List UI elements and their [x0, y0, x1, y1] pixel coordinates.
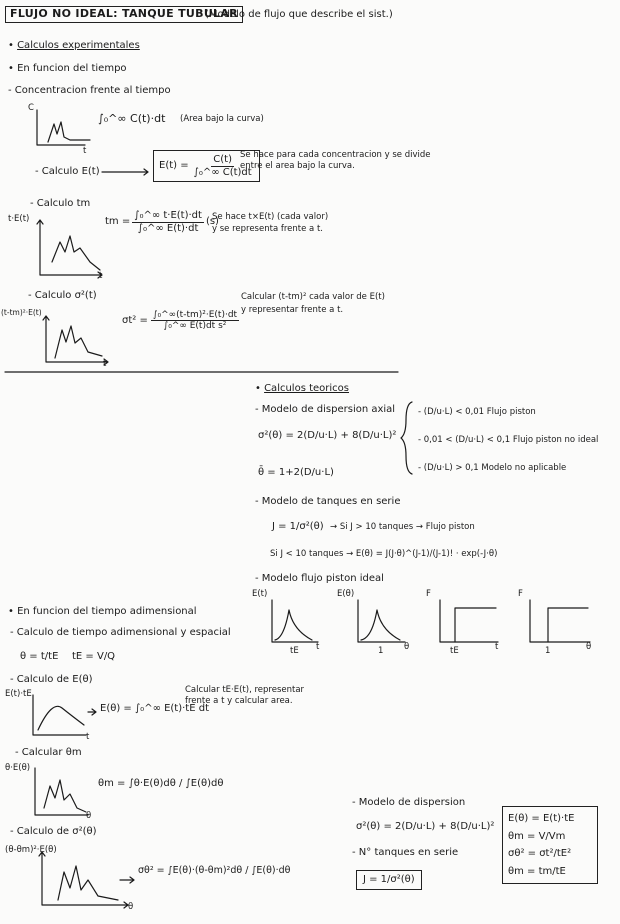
sigma-theta-label: - Calculo de σ²(θ): [10, 826, 97, 837]
tm-axis-label: t·E(t): [8, 214, 30, 224]
plot-sigma: [43, 316, 108, 365]
page-title: FLUJO NO IDEAL: TANQUE TUBULAR: [5, 6, 243, 23]
plot1-xlabel: t: [316, 642, 320, 652]
plot2-ylabel: E(θ): [337, 589, 355, 599]
section-heading-dimensionless: En funcion del tiempo adimensional: [17, 606, 197, 617]
series-label: - Modelo de tanques en serie: [255, 496, 401, 507]
area-formula: ∫₀^∞ C(t)·dt: [98, 112, 166, 125]
plot-theta-m: [35, 768, 88, 815]
plot-E-t-ideal: [272, 600, 318, 642]
plot3-ylabel: F: [426, 589, 431, 599]
case-piston: - (D/u·L) < 0,01 Flujo piston: [418, 407, 536, 417]
theta-m-axis-label: θ·E(θ): [5, 763, 31, 773]
calc-E-label: - Calculo E(t): [35, 166, 100, 177]
axis-t-label-4: t: [86, 732, 90, 742]
bullet-time: • En funcion del tiempo: [8, 63, 127, 74]
E-theta-axis-label: E(t)·tE: [5, 689, 32, 699]
bullet-experimental: • Calculos experimentales: [8, 40, 140, 51]
calc-tm-label: - Calculo tm: [30, 198, 91, 209]
sigma-theta-formula: σθ² = ∫E(θ)·(θ-θm)²dθ / ∫E(θ)·dθ: [138, 865, 291, 876]
plot2-tick: 1: [378, 646, 384, 656]
plot1-tick: tE: [290, 646, 299, 656]
case-piston-non-ideal: - 0,01 < (D/u·L) < 0,1 Flujo piston no ideal: [418, 435, 599, 445]
E-theta-note-2: frente a t y calcular area.: [185, 696, 293, 706]
sigma-den: ∫₀^∞ E(t)dt s²: [163, 321, 227, 332]
summary-tanks-label: - N° tanques en serie: [352, 847, 459, 858]
tm-den: ∫₀^∞ E(t)·dt: [137, 222, 199, 234]
E-note-2: entre el area bajo la curva.: [240, 161, 355, 171]
E-den: ∫₀^∞ C(t)dt: [193, 166, 252, 178]
plot-F-theta-ideal: [530, 600, 590, 642]
theta-def: θ = t/tE: [20, 651, 59, 662]
conc-label: - Concentracion frente al tiempo: [8, 85, 171, 96]
bullet-dimensionless: • En funcion del tiempo adimensional: [8, 606, 197, 617]
axis-t-label-3: t: [103, 359, 107, 369]
plot2-xlabel: θ: [404, 642, 410, 652]
theta-m-label: - Calcular θm: [15, 747, 82, 758]
plot3-tick: tE: [450, 646, 459, 656]
plot4-tick: 1: [545, 646, 551, 656]
area-note: (Area bajo la curva): [180, 114, 264, 124]
case-not-applicable: - (D/u·L) > 0,1 Modelo no aplicable: [418, 463, 567, 473]
E-note-1: Se hace para cada concentracion y se divide: [240, 150, 431, 160]
cases-brace: [401, 402, 412, 474]
J-gt-rule: → Si J > 10 tanques → Flujo piston: [330, 522, 475, 532]
sigma-lhs: σt² =: [122, 315, 148, 327]
J-lt-rule: Si J < 10 tanques → E(θ) = J(J·θ)^(J-1)/(J-1)! · exp(-J·θ): [270, 549, 498, 559]
tm-note-1: Se hace t×E(t) (cada valor): [212, 212, 329, 222]
arrow-sigma-theta: [120, 877, 134, 883]
axial-theta-eq: θ̄ = 1+2(D/u·L): [258, 467, 334, 478]
tm-num: ∫₀^∞ t·E(t)·dt: [134, 210, 202, 221]
axis-c-label: C: [28, 103, 34, 113]
axis-t-label-2: t: [99, 271, 103, 281]
plot-sigma-theta: [39, 852, 134, 908]
plot-tE: [37, 220, 102, 278]
summary-tanks-eq: J = 1/σ²(θ): [356, 870, 422, 890]
section-heading-time: En funcion del tiempo: [17, 63, 127, 74]
arrow-to-E-box: [102, 169, 148, 175]
sigma-num: ∫₀^∞(t-tm)²·E(t)·dt: [152, 310, 238, 320]
plot4-xlabel: θ: [586, 642, 592, 652]
E-formula-lhs: E(t) =: [159, 160, 189, 172]
summary-box-line-1: E(θ) = E(t)·tE: [508, 813, 575, 824]
plot-E-theta-dim: [33, 695, 96, 735]
plot-F-t-ideal: [440, 600, 498, 642]
summary-box-line-2: θm = V/Vm: [508, 830, 566, 842]
sigma-theta-axis-label: (θ-θm)²·E(θ): [5, 845, 57, 855]
bullet-theoretical: • Calculos teoricos: [255, 383, 349, 394]
sigma-note-1: Calcular (t-tm)² cada valor de E(t): [241, 292, 385, 302]
axis-theta-label-2: θ: [128, 902, 134, 912]
tm-lhs: tm =: [105, 216, 131, 228]
sigma-note-2: y representar frente a t.: [241, 305, 344, 315]
section-heading-experimental: Calculos experimentales: [17, 40, 140, 51]
summary-disp-label: - Modelo de dispersion: [352, 797, 466, 808]
summary-disp-eq: σ²(θ) = 2(D/u·L) + 8(D/u·L)²: [356, 821, 495, 832]
axis-t-label-1: t: [83, 146, 87, 156]
plot-E-theta-ideal: [358, 600, 405, 642]
axis-theta-label-1: θ: [86, 811, 92, 821]
summary-box-line-4: θm = tm/tE: [508, 865, 566, 877]
arrow-E-theta: [88, 709, 96, 715]
summary-box-line-3: σθ² = σt²/tE²: [508, 848, 572, 859]
plot4-ylabel: F: [518, 589, 523, 599]
E-num: C(t): [213, 154, 233, 165]
E-theta-note-1: Calcular tE·E(t), representar: [185, 685, 305, 695]
plot3-xlabel: t: [495, 642, 499, 652]
calc-sigma-label: - Calculo σ²(t): [28, 290, 97, 301]
piston-label: - Modelo flujo piston ideal: [255, 573, 384, 584]
tE-def: tE = V/Q: [72, 651, 116, 662]
axial-sigma-eq: σ²(θ) = 2(D/u·L) + 8(D/u·L)²: [258, 430, 397, 441]
axial-label: - Modelo de dispersion axial: [255, 404, 396, 415]
tm-note-2: y se representa frente a t.: [212, 224, 323, 234]
sigma-axis-label: (t-tm)²·E(t): [1, 308, 42, 317]
E-theta-label: - Calculo de E(θ): [10, 674, 93, 685]
E-theta-formula: E(θ) = ∫₀^∞ E(t)·tE dt: [100, 703, 209, 714]
page-subtitle: (Modelo de flujo que describe el sist.): [205, 9, 393, 20]
dimensionless-calc-label: - Calculo de tiempo adimensional y espacial: [10, 627, 231, 638]
theta-m-formula: θm = ∫θ·E(θ)dθ / ∫E(θ)dθ: [98, 778, 224, 789]
plot-concentration: [37, 110, 90, 145]
J-eq: J = 1/σ²(θ): [272, 521, 324, 532]
section-heading-theoretical: Calculos teoricos: [264, 383, 349, 394]
plot1-ylabel: E(t): [252, 589, 268, 599]
tm-unit: (s): [205, 216, 219, 228]
